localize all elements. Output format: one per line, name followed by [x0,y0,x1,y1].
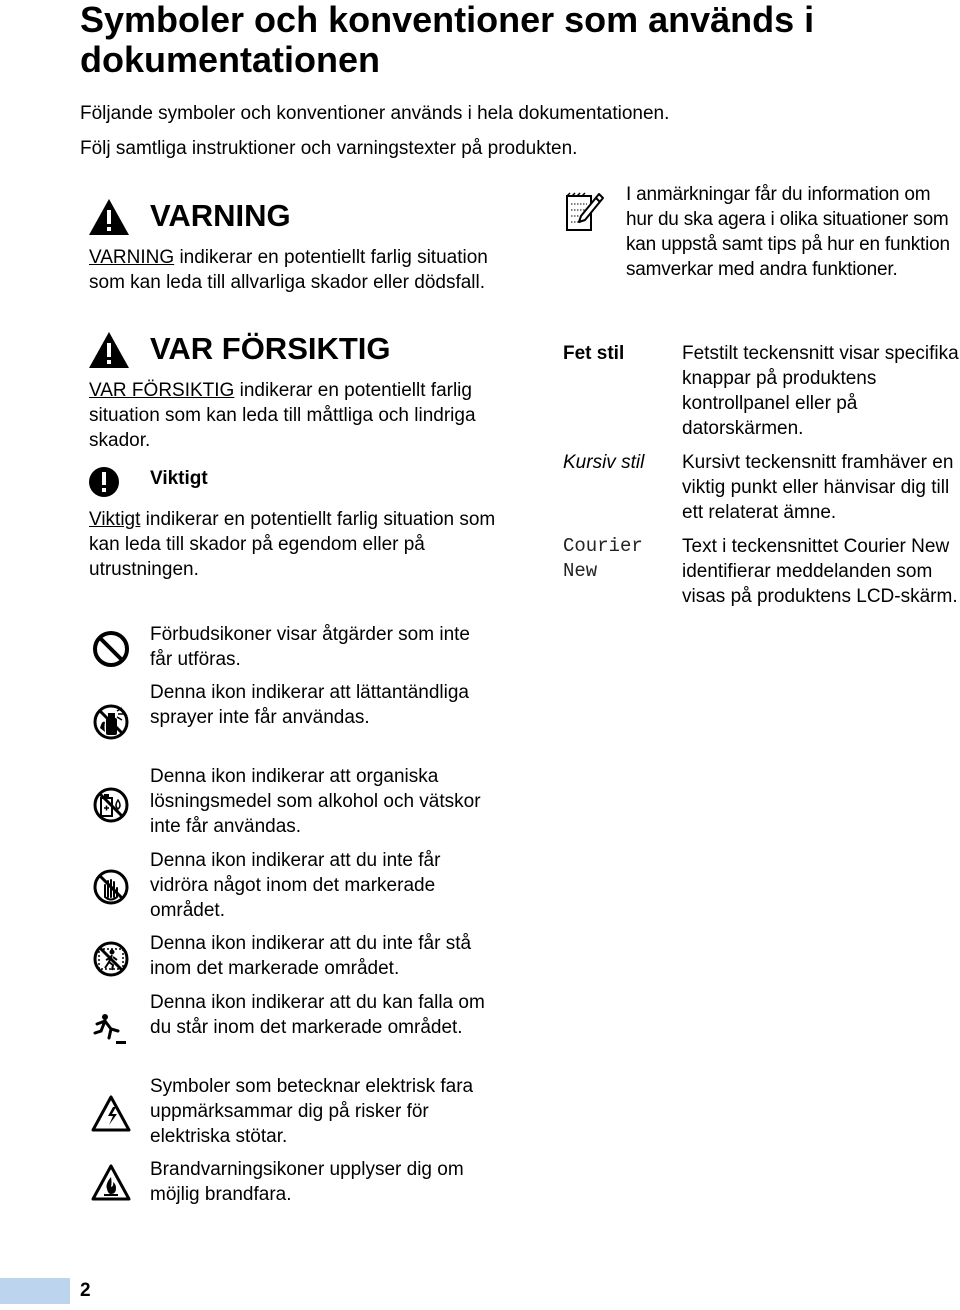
no-touch-icon [91,867,131,907]
convention-term-italic: Kursiv stil [563,452,645,473]
viktigt-term: Viktigt [89,509,141,530]
convention-desc-italic: Kursivt teckensnitt framhäver en viktig punkt eller hänvisar dig till ett relaterat ämne. [682,452,954,523]
convention-term-bold: Fet stil [563,343,625,364]
symbol-text-prohibition: Förbudsikoner visar åtgärder som inte får utföras. [150,624,470,670]
varning-description: indikerar en potentiellt farlig situation som kan leda till allvarliga skador eller dödsfall. [89,247,488,293]
fire-hazard-icon [91,1163,131,1203]
page-number: 2 [80,1280,91,1301]
important-exclamation-icon [88,466,120,498]
forsiktig-heading: VAR FÖRSIKTIG [150,331,391,366]
warning-triangle-icon [88,198,130,236]
symbol-text-no-touch: Denna ikon indikerar att du inte får vidröra något inom det markerade området. [150,850,441,921]
no-organic-solvent-icon [91,785,131,825]
convention-desc-bold: Fetstilt teckensnitt visar specifika knappar på produktens kontrollpanel eller på datorskärmen. [682,343,959,439]
symbol-text-electrical: Symboler som betecknar elektrisk fara uppmärksammar dig på risker för elektriska stötar. [150,1076,474,1147]
symbol-text-solvent: Denna ikon indikerar att organiska lösningsmedel som alkohol och vätskor inte får användas. [150,766,481,837]
no-standing-icon [91,939,131,979]
convention-desc-courier: Text i teckensnittet Courier New identifierar meddelanden som visas på produktens LCD-skärm. [682,536,958,607]
viktigt-text [89,507,499,582]
varning-term: VARNING [89,247,175,268]
caution-triangle-icon [88,331,130,369]
no-flammable-spray-icon [91,702,131,742]
page-title: Symboler och konventioner som används i dokumentationen [80,0,815,80]
symbol-text-spray: Denna ikon indikerar att lättantändliga sprayer inte får användas. [150,682,469,728]
forsiktig-term: VAR FÖRSIKTIG [89,380,235,401]
varning-heading: VARNING [150,198,291,233]
forsiktig-text [89,378,499,453]
page-number-bar [0,1278,70,1304]
electrical-hazard-icon [91,1094,131,1134]
fall-hazard-icon [91,1008,131,1048]
viktigt-description: indikerar en potentiellt farlig situation som kan leda till skador på egendom eller på utrustningen. [89,509,496,580]
note-text: I anmärkningar får du information om hur du ska agera i olika situationer som kan uppstå samt tips på hur en funktion samverkar med andra funktioner. [626,184,950,280]
intro-line-1: Följande symboler och konventioner används i hela dokumentationen. [80,103,670,124]
note-pencil-icon [563,190,605,232]
forsiktig-description: indikerar en potentiellt farlig situation som kan leda till måttliga och lindriga skador. [89,380,476,451]
symbol-text-no-standing: Denna ikon indikerar att du inte får stå inom det markerade området. [150,933,472,979]
viktigt-heading: Viktigt [150,468,208,489]
symbol-text-fire: Brandvarningsikoner upplyser dig om möjlig brandfara. [150,1159,464,1205]
varning-text [89,245,489,295]
convention-term-courier: Courier New [563,535,643,582]
prohibition-icon [91,629,131,669]
symbol-text-fall: Denna ikon indikerar att du kan falla om du står inom det markerade området. [150,992,485,1038]
intro-line-2: Följ samtliga instruktioner och varningstexter på produkten. [80,138,578,159]
